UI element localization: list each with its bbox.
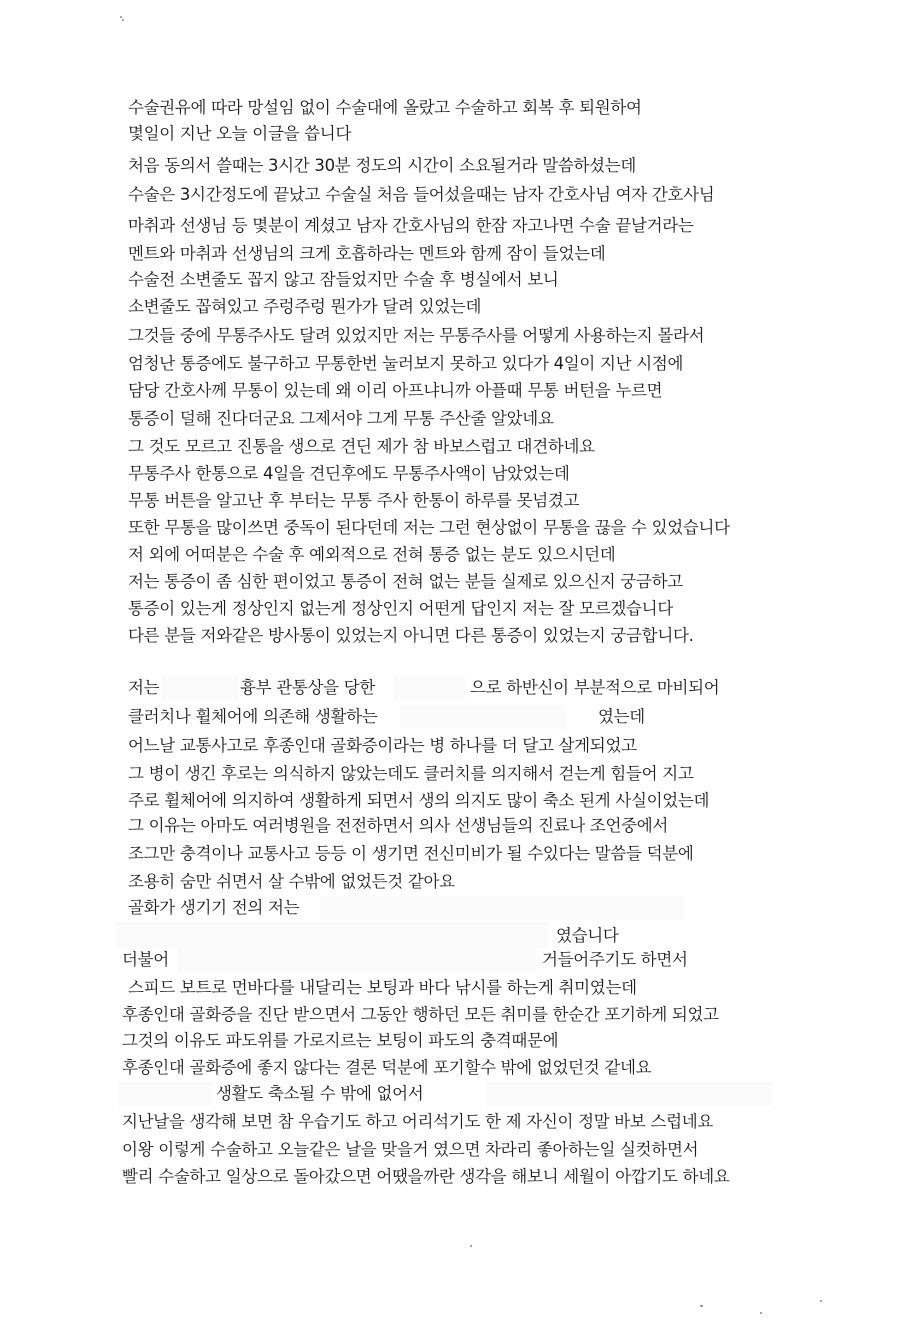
- text-line: 몇일이 지난 오늘 이글을 씁니다: [128, 124, 352, 143]
- text-line: 후종인대 골화증을 진단 받으면서 그동안 행하던 모든 취미를 한순간 포기하게 되었고: [122, 1005, 719, 1024]
- text-line: 이왕 이렇게 수술하고 오늘같은 날을 맞을거 였으면 차라리 좋아하는일 실컷하면서: [122, 1140, 699, 1159]
- text-line: 조그만 충격이나 교통사고 등등 이 생기면 전신미비가 될 수있다는 말씀들 덕분에: [128, 844, 694, 863]
- text-line: [128, 894, 688, 922]
- text-segment: 으로 하반신이 부분적으로 마비되어: [470, 678, 720, 697]
- text-line: 그 병이 생긴 후로는 의식하지 않았는데도 클러치를 의지해서 걷는게 힘들어 지고: [128, 764, 694, 783]
- scan-speck: [120, 16, 122, 18]
- redaction-box: [116, 922, 548, 948]
- text-line: 마취과 선생님 등 몇분이 계셨고 남자 간호사님의 한잠 자고나면 수술 끝날거라는: [128, 216, 694, 235]
- text-line: 후종인대 골화증에 좋지 않다는 결론 덕분에 포기할수 밖에 없었던것 같네요: [122, 1058, 652, 1077]
- text-segment: 골화가 생기기 전의 저는: [128, 898, 300, 917]
- text-line: 처음 동의서 쓸때는 3시간 30분 정도의 시간이 소요될거라 말씀하셨는데: [128, 156, 637, 175]
- text-line: 통증이 있는게 정상인지 없는게 정상인지 어떤게 답인지 저는 잘 모르겠습니다: [128, 599, 673, 618]
- scan-speck: [470, 1245, 472, 1247]
- text-line: 무통주사 한통으로 4일을 견딘후에도 무통주사액이 남았었는데: [128, 464, 570, 483]
- text-line: [128, 674, 768, 702]
- redaction-box: [486, 1082, 772, 1106]
- text-line: 그 이유는 아마도 여러병원을 전전하면서 의사 선생님들의 진료나 조언중에서: [128, 816, 669, 835]
- text-line: 저는 통증이 좀 심한 편이었고 통증이 전혀 없는 분들 실제로 있으신지 궁금하고: [128, 572, 683, 591]
- text-line: 수술은 3시간정도에 끝났고 수술실 처음 들어섰을때는 남자 간호사님 여자 간호사님: [128, 185, 715, 204]
- text-line: [122, 946, 718, 974]
- text-line: 스피드 보트로 먼바다를 내달리는 보팅과 바다 낚시를 하는게 취미였는데: [128, 978, 637, 997]
- scan-speck: [760, 1312, 762, 1314]
- text-line: [128, 703, 688, 731]
- text-line: 무통 버튼을 알고난 후 부터는 무통 주사 한통이 하루를 못넘겼고: [128, 491, 580, 510]
- text-line: 생활도 축소될 수 밖에 없어서: [216, 1084, 424, 1103]
- scan-speck: [700, 1305, 703, 1307]
- text-line: 어느날 교통사고로 후종인대 골화증이라는 병 하나를 더 달고 살게되었고: [128, 736, 637, 755]
- redaction-box: [394, 676, 466, 700]
- text-line: 조용히 숨만 쉬면서 살 수밖에 없었든것 같아요: [128, 872, 455, 891]
- redaction-box: [400, 705, 566, 729]
- text-line: 그 것도 모르고 진통을 생으로 견딘 제가 참 바보스럽고 대견하네요: [128, 437, 595, 456]
- text-line: 또한 무통을 많이쓰면 중독이 된다던데 저는 그런 현상없이 무통을 끊을 수 있었습니다: [128, 518, 730, 537]
- text-line: 다른 분들 저와같은 방사통이 있었는지 아니면 다른 통증이 있었는지 궁금합니다.: [128, 626, 694, 645]
- scan-speck: [820, 1300, 822, 1302]
- text-line: 였습니다: [556, 926, 619, 945]
- text-line: 통증이 덜해 진다더군요 그제서야 그게 무통 주산줄 알았네요: [128, 409, 554, 428]
- text-line: 멘트와 마취과 선생님의 크게 호흡하라는 멘트와 함께 잠이 들었는데: [128, 244, 606, 263]
- redaction-box: [162, 676, 238, 700]
- scan-speck: [122, 19, 124, 21]
- text-line: 담당 간호사께 무통이 있는데 왜 이리 아프냐니까 아플때 무통 버턴을 누르면: [128, 381, 663, 400]
- text-line: 그것의 이유도 파도위를 가로지르는 보팅이 파도의 충격때문에: [122, 1031, 559, 1050]
- text-line: 주로 휠체어에 의지하여 생활하게 되면서 생의 의지도 많이 축소 된게 사실이었는데: [128, 791, 710, 810]
- redaction-box: [118, 1082, 212, 1106]
- text-line: 저 외에 어떠분은 수술 후 예외적으로 전혀 통증 없는 분도 있으시던데: [128, 545, 616, 564]
- redaction-box: [320, 896, 684, 920]
- text-line: 지난날을 생각해 보면 참 우습기도 하고 어리석기도 한 제 자신이 정말 바보 스럽네요: [122, 1112, 714, 1131]
- redaction-box: [178, 948, 538, 972]
- text-line: 엄청난 통증에도 불구하고 무통한번 눌러보지 못하고 있다가 4일이 지난 시점에: [128, 354, 684, 373]
- text-line: 그것들 중에 무통주사도 달려 있었지만 저는 무통주사를 어떻게 사용하는지 몰라서: [128, 326, 705, 345]
- text-line: 수술전 소변줄도 꼽지 않고 잠들었지만 수술 후 병실에서 보니: [128, 270, 559, 289]
- text-segment: 흉부 관통상을 당한: [240, 678, 376, 697]
- text-line: 빨리 수술하고 일상으로 돌아갔으면 어땠을까란 생각을 해보니 세월이 아깝기도 하네요: [122, 1167, 730, 1186]
- text-line: 수술권유에 따라 망설임 없이 수술대에 올랐고 수술하고 회복 후 퇴원하여: [128, 98, 642, 117]
- text-segment: 저는: [128, 678, 160, 697]
- text-segment: 클러치나 휠체어에 의존해 생활하는: [128, 707, 378, 726]
- text-line: 소변줄도 꼽혀있고 주렁주렁 뭔가가 달려 있었는데: [128, 297, 482, 316]
- text-segment: 더불어: [122, 950, 169, 969]
- text-segment: 였는데: [598, 707, 645, 726]
- text-segment: 거들어주기도 하면서: [542, 950, 688, 969]
